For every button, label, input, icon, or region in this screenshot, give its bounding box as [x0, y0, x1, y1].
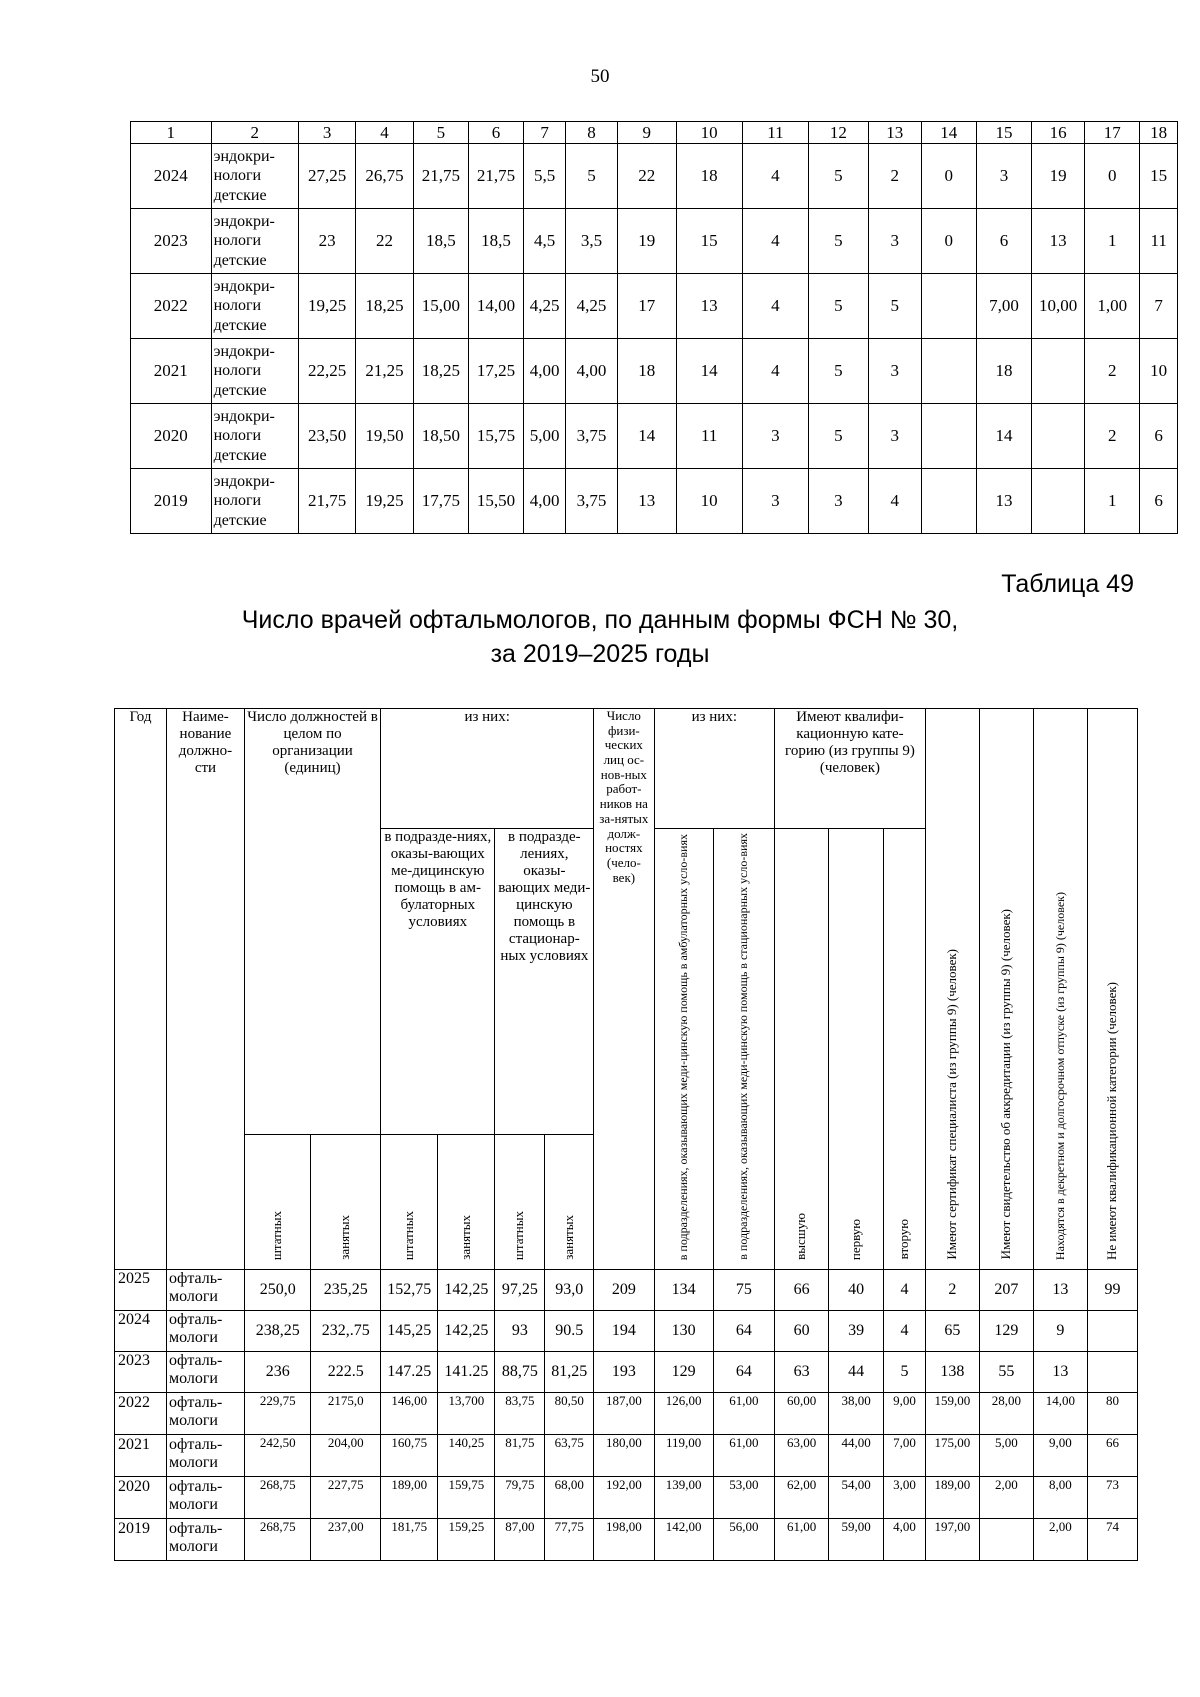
value-cell: 6 — [1140, 404, 1178, 469]
value-cell: 268,75 — [244, 1476, 311, 1518]
value-cell: 17,75 — [413, 469, 468, 534]
year-cell: 2023 — [115, 1351, 167, 1392]
value-cell: 141.25 — [438, 1351, 495, 1392]
value-cell: 93 — [495, 1310, 545, 1351]
value-cell: 61,00 — [775, 1518, 829, 1560]
value-cell: 5 — [809, 209, 869, 274]
table-label: Таблица 49 — [1001, 570, 1134, 598]
value-cell: 3 — [868, 209, 921, 274]
value-cell: 3,75 — [566, 469, 618, 534]
value-cell: 18,25 — [356, 274, 413, 339]
column-number: 4 — [356, 122, 413, 144]
value-cell: 21,75 — [298, 469, 355, 534]
value-cell: 0 — [921, 209, 976, 274]
value-cell: 159,75 — [438, 1476, 495, 1518]
header-staff: штатных — [381, 1134, 438, 1269]
position-name-cell: офталь-мологи — [166, 1310, 244, 1351]
value-cell: 8,00 — [1033, 1476, 1087, 1518]
value-cell: 15 — [676, 209, 742, 274]
position-name-cell: офталь-мологи — [166, 1518, 244, 1560]
value-cell: 77,75 — [545, 1518, 594, 1560]
value-cell: 3 — [809, 469, 869, 534]
value-cell: 64 — [713, 1351, 774, 1392]
value-cell: 68,00 — [545, 1476, 594, 1518]
value-cell: 7,00 — [976, 274, 1031, 339]
value-cell: 18,5 — [413, 209, 468, 274]
value-cell: 19,25 — [356, 469, 413, 534]
value-cell: 4,00 — [524, 339, 566, 404]
header-occupied: занятых — [311, 1134, 381, 1269]
value-cell: 74 — [1087, 1518, 1137, 1560]
value-cell: 18 — [976, 339, 1031, 404]
year-cell: 2022 — [131, 274, 212, 339]
column-number: 12 — [809, 122, 869, 144]
position-name-cell: эндокри-нологи детские — [211, 209, 298, 274]
value-cell: 126,00 — [654, 1392, 713, 1434]
value-cell: 19 — [1032, 144, 1085, 209]
value-cell: 204,00 — [311, 1434, 381, 1476]
value-cell: 4,00 — [566, 339, 618, 404]
value-cell: 19,25 — [298, 274, 355, 339]
value-cell: 3 — [868, 339, 921, 404]
value-cell: 7 — [1140, 274, 1178, 339]
value-cell: 14,00 — [468, 274, 523, 339]
table-row — [115, 1269, 1138, 1310]
value-cell: 73 — [1087, 1476, 1137, 1518]
value-cell: 23 — [298, 209, 355, 274]
column-number: 6 — [468, 122, 523, 144]
value-cell: 5 — [884, 1351, 926, 1392]
column-number: 3 — [298, 122, 355, 144]
value-cell: 142,00 — [654, 1518, 713, 1560]
value-cell: 189,00 — [925, 1476, 979, 1518]
position-name-cell: эндокри-нологи детские — [211, 404, 298, 469]
value-cell: 1 — [1085, 469, 1140, 534]
value-cell: 3 — [742, 469, 808, 534]
position-name-cell: офталь-мологи — [166, 1434, 244, 1476]
header-name: Наиме-нование должно-сти — [166, 709, 244, 1270]
value-cell: 146,00 — [381, 1392, 438, 1434]
value-cell: 19 — [618, 209, 677, 274]
value-cell: 2 — [868, 144, 921, 209]
value-cell: 13 — [1033, 1351, 1087, 1392]
value-cell: 2 — [1085, 404, 1140, 469]
value-cell — [1032, 404, 1085, 469]
value-cell: 14 — [976, 404, 1031, 469]
value-cell: 159,00 — [925, 1392, 979, 1434]
header-second: вторую — [884, 829, 926, 1270]
column-number: 18 — [1140, 122, 1178, 144]
value-cell: 13 — [976, 469, 1031, 534]
value-cell: 88,75 — [495, 1351, 545, 1392]
header-of-them: из них: — [381, 709, 594, 829]
value-cell: 63,00 — [775, 1434, 829, 1476]
value-cell: 142,25 — [438, 1310, 495, 1351]
value-cell: 13 — [676, 274, 742, 339]
value-cell: 97,25 — [495, 1269, 545, 1310]
value-cell: 99 — [1087, 1269, 1137, 1310]
table-header-row — [131, 122, 1178, 144]
value-cell: 66 — [775, 1269, 829, 1310]
value-cell: 4,5 — [524, 209, 566, 274]
value-cell: 3 — [976, 144, 1031, 209]
position-name-cell: офталь-мологи — [166, 1392, 244, 1434]
table-row — [115, 1310, 1138, 1351]
value-cell: 5,00 — [524, 404, 566, 469]
value-cell — [1032, 469, 1085, 534]
value-cell: 14 — [618, 404, 677, 469]
column-number: 11 — [742, 122, 808, 144]
value-cell: 15,50 — [468, 469, 523, 534]
value-cell: 10,00 — [1032, 274, 1085, 339]
value-cell: 222.5 — [311, 1351, 381, 1392]
value-cell: 66 — [1087, 1434, 1137, 1476]
column-number: 15 — [976, 122, 1031, 144]
value-cell: 18,50 — [413, 404, 468, 469]
value-cell: 1 — [1085, 209, 1140, 274]
value-cell: 22 — [618, 144, 677, 209]
value-cell: 14,00 — [1033, 1392, 1087, 1434]
value-cell — [1087, 1351, 1137, 1392]
value-cell: 6 — [976, 209, 1031, 274]
value-cell: 119,00 — [654, 1434, 713, 1476]
value-cell: 2 — [1085, 339, 1140, 404]
value-cell: 5 — [809, 274, 869, 339]
value-cell: 138 — [925, 1351, 979, 1392]
value-cell: 15,00 — [413, 274, 468, 339]
value-cell: 80 — [1087, 1392, 1137, 1434]
value-cell: 19,50 — [356, 404, 413, 469]
header-accreditation: Имеют свидетельство об аккредитации (из группы 9) (человек) — [979, 709, 1033, 1270]
value-cell: 229,75 — [244, 1392, 311, 1434]
value-cell: 250,0 — [244, 1269, 311, 1310]
value-cell: 53,00 — [713, 1476, 774, 1518]
table-row — [131, 404, 1178, 469]
value-cell: 192,00 — [594, 1476, 654, 1518]
position-name-cell: офталь-мологи — [166, 1269, 244, 1310]
table-row — [131, 469, 1178, 534]
year-cell: 2025 — [115, 1269, 167, 1310]
table-row — [131, 144, 1178, 209]
value-cell: 5 — [809, 339, 869, 404]
value-cell: 15 — [1140, 144, 1178, 209]
table-row — [131, 339, 1178, 404]
header-first: первую — [829, 829, 884, 1270]
table-row — [131, 209, 1178, 274]
position-name-cell: эндокри-нологи детские — [211, 274, 298, 339]
value-cell: 21,25 — [356, 339, 413, 404]
column-number: 1 — [131, 122, 212, 144]
value-cell: 237,00 — [311, 1518, 381, 1560]
value-cell: 0 — [921, 144, 976, 209]
value-cell: 9 — [1033, 1310, 1087, 1351]
column-number: 17 — [1085, 122, 1140, 144]
value-cell: 194 — [594, 1310, 654, 1351]
value-cell: 140,25 — [438, 1434, 495, 1476]
value-cell: 15,75 — [468, 404, 523, 469]
table-title-line2: за 2019–2025 годы — [490, 639, 710, 668]
value-cell — [921, 339, 976, 404]
year-cell: 2020 — [131, 404, 212, 469]
header-stationary: в подразде-лениях, оказы-вающих меди-цинскую помощь в стационар-ных условиях — [495, 829, 594, 1135]
value-cell: 13,700 — [438, 1392, 495, 1434]
value-cell — [921, 469, 976, 534]
value-cell: 3 — [868, 404, 921, 469]
value-cell: 152,75 — [381, 1269, 438, 1310]
header-in-ambulatory: в подразделениях, оказывающих меди-цинскую помощь в амбулаторных усло-виях — [654, 829, 713, 1270]
value-cell: 3,5 — [566, 209, 618, 274]
value-cell: 63,75 — [545, 1434, 594, 1476]
value-cell: 22,25 — [298, 339, 355, 404]
value-cell: 17 — [618, 274, 677, 339]
value-cell: 13 — [1033, 1269, 1087, 1310]
header-occupied: занятых — [438, 1134, 495, 1269]
table-title-line1: Число врачей офтальмологов, по данным формы ФСН № 30, — [241, 606, 959, 634]
value-cell: 5,5 — [524, 144, 566, 209]
value-cell: 198,00 — [594, 1518, 654, 1560]
table-48-continuation — [130, 121, 1178, 534]
header-in-stationary: в подразделениях, оказывающих меди-цинскую помощь в стационарных усло-виях — [713, 829, 774, 1270]
year-cell: 2020 — [115, 1476, 167, 1518]
value-cell: 93,0 — [545, 1269, 594, 1310]
value-cell: 4,00 — [884, 1518, 926, 1560]
year-cell: 2024 — [131, 144, 212, 209]
table-row — [115, 1518, 1138, 1560]
column-number: 5 — [413, 122, 468, 144]
column-number: 8 — [566, 122, 618, 144]
value-cell: 189,00 — [381, 1476, 438, 1518]
position-name-cell: эндокри-нологи детские — [211, 144, 298, 209]
column-number: 10 — [676, 122, 742, 144]
value-cell: 38,00 — [829, 1392, 884, 1434]
value-cell: 145,25 — [381, 1310, 438, 1351]
value-cell: 21,75 — [413, 144, 468, 209]
value-cell — [921, 404, 976, 469]
year-cell: 2024 — [115, 1310, 167, 1351]
value-cell: 227,75 — [311, 1476, 381, 1518]
value-cell: 238,25 — [244, 1310, 311, 1351]
value-cell: 181,75 — [381, 1518, 438, 1560]
value-cell: 4 — [742, 209, 808, 274]
position-name-cell: эндокри-нологи детские — [211, 469, 298, 534]
value-cell: 54,00 — [829, 1476, 884, 1518]
value-cell: 62,00 — [775, 1476, 829, 1518]
value-cell: 18,5 — [468, 209, 523, 274]
value-cell: 79,75 — [495, 1476, 545, 1518]
header-of-them-2: из них: — [654, 709, 775, 829]
value-cell: 11 — [1140, 209, 1178, 274]
header-occupied: занятых — [545, 1134, 594, 1269]
year-cell: 2022 — [115, 1392, 167, 1434]
value-cell: 3 — [742, 404, 808, 469]
value-cell: 232,.75 — [311, 1310, 381, 1351]
value-cell: 5 — [868, 274, 921, 339]
position-name-cell: офталь-мологи — [166, 1351, 244, 1392]
value-cell: 2 — [925, 1269, 979, 1310]
value-cell: 147.25 — [381, 1351, 438, 1392]
value-cell: 268,75 — [244, 1518, 311, 1560]
value-cell: 56,00 — [713, 1518, 774, 1560]
value-cell: 61,00 — [713, 1434, 774, 1476]
value-cell: 64 — [713, 1310, 774, 1351]
value-cell — [921, 274, 976, 339]
value-cell: 0 — [1085, 144, 1140, 209]
year-cell: 2023 — [131, 209, 212, 274]
header-staff: штатных — [244, 1134, 311, 1269]
value-cell: 4,00 — [524, 469, 566, 534]
value-cell — [1087, 1310, 1137, 1351]
value-cell: 4,25 — [566, 274, 618, 339]
value-cell: 44,00 — [829, 1434, 884, 1476]
header-ambulatory: в подразде-ниях, оказы-вающих ме-дицинскую помощь в ам-булаторных условиях — [381, 829, 495, 1135]
value-cell: 187,00 — [594, 1392, 654, 1434]
value-cell: 18 — [676, 144, 742, 209]
column-number: 2 — [211, 122, 298, 144]
value-cell: 9,00 — [884, 1392, 926, 1434]
value-cell: 142,25 — [438, 1269, 495, 1310]
value-cell: 3,75 — [566, 404, 618, 469]
value-cell: 59,00 — [829, 1518, 884, 1560]
value-cell: 175,00 — [925, 1434, 979, 1476]
page-number: 50 — [590, 66, 610, 87]
value-cell: 28,00 — [979, 1392, 1033, 1434]
value-cell: 4 — [884, 1269, 926, 1310]
value-cell — [979, 1518, 1033, 1560]
header-highest: высшую — [775, 829, 829, 1270]
value-cell: 5,00 — [979, 1434, 1033, 1476]
value-cell: 207 — [979, 1269, 1033, 1310]
header-maternity: Находятся в декретном и долгосрочном отпуске (из группы 9) (человек) — [1033, 709, 1087, 1270]
table-title — [0, 604, 1200, 671]
header-no-category: Не имеют квалификационной категории (человек) — [1087, 709, 1137, 1270]
value-cell: 235,25 — [311, 1269, 381, 1310]
position-name-cell: эндокри-нологи детские — [211, 339, 298, 404]
table-row — [131, 274, 1178, 339]
value-cell: 129 — [654, 1351, 713, 1392]
value-cell: 4 — [742, 339, 808, 404]
value-cell: 4 — [868, 469, 921, 534]
value-cell: 55 — [979, 1351, 1033, 1392]
header-certificate: Имеют сертификат специалиста (из группы 9) (человек) — [925, 709, 979, 1270]
value-cell: 23,50 — [298, 404, 355, 469]
value-cell: 193 — [594, 1351, 654, 1392]
value-cell: 65 — [925, 1310, 979, 1351]
value-cell — [1032, 339, 1085, 404]
value-cell: 160,75 — [381, 1434, 438, 1476]
header-physical-persons: Число физи-ческих лиц ос-нов-ных работ-ников на за-нятых долж-ностях (чело-век) — [594, 709, 654, 1270]
value-cell: 4 — [742, 274, 808, 339]
value-cell: 18,25 — [413, 339, 468, 404]
value-cell: 81,75 — [495, 1434, 545, 1476]
header-qualification: Имеют квалифи-кационную кате-горию (из группы 9) (человек) — [775, 709, 926, 829]
header-year: Год — [115, 709, 167, 1270]
column-number: 14 — [921, 122, 976, 144]
value-cell: 60 — [775, 1310, 829, 1351]
header-positions-total: Число должностей в целом по организации (единиц) — [244, 709, 380, 1135]
value-cell: 80,50 — [545, 1392, 594, 1434]
value-cell: 2,00 — [979, 1476, 1033, 1518]
value-cell: 90.5 — [545, 1310, 594, 1351]
value-cell: 4,25 — [524, 274, 566, 339]
value-cell: 60,00 — [775, 1392, 829, 1434]
value-cell: 75 — [713, 1269, 774, 1310]
value-cell: 2175,0 — [311, 1392, 381, 1434]
value-cell: 63 — [775, 1351, 829, 1392]
value-cell: 44 — [829, 1351, 884, 1392]
value-cell: 1,00 — [1085, 274, 1140, 339]
value-cell: 134 — [654, 1269, 713, 1310]
value-cell: 18 — [618, 339, 677, 404]
year-cell: 2019 — [131, 469, 212, 534]
value-cell: 21,75 — [468, 144, 523, 209]
value-cell: 5 — [809, 144, 869, 209]
year-cell: 2021 — [115, 1434, 167, 1476]
value-cell: 14 — [676, 339, 742, 404]
year-cell: 2019 — [115, 1518, 167, 1560]
value-cell: 27,25 — [298, 144, 355, 209]
value-cell: 26,75 — [356, 144, 413, 209]
value-cell: 242,50 — [244, 1434, 311, 1476]
value-cell: 7,00 — [884, 1434, 926, 1476]
value-cell: 10 — [1140, 339, 1178, 404]
value-cell: 5 — [809, 404, 869, 469]
value-cell: 236 — [244, 1351, 311, 1392]
value-cell: 139,00 — [654, 1476, 713, 1518]
value-cell: 5 — [566, 144, 618, 209]
value-cell: 129 — [979, 1310, 1033, 1351]
value-cell: 22 — [356, 209, 413, 274]
column-number: 9 — [618, 122, 677, 144]
value-cell: 159,25 — [438, 1518, 495, 1560]
table-row — [115, 1476, 1138, 1518]
value-cell: 40 — [829, 1269, 884, 1310]
table-49 — [114, 708, 1138, 1561]
column-number: 13 — [868, 122, 921, 144]
value-cell: 13 — [618, 469, 677, 534]
value-cell: 197,00 — [925, 1518, 979, 1560]
value-cell: 17,25 — [468, 339, 523, 404]
value-cell: 39 — [829, 1310, 884, 1351]
value-cell: 180,00 — [594, 1434, 654, 1476]
value-cell: 2,00 — [1033, 1518, 1087, 1560]
value-cell: 4 — [742, 144, 808, 209]
value-cell: 6 — [1140, 469, 1178, 534]
value-cell: 61,00 — [713, 1392, 774, 1434]
table-row — [115, 1351, 1138, 1392]
column-number: 7 — [524, 122, 566, 144]
value-cell: 3,00 — [884, 1476, 926, 1518]
column-number: 16 — [1032, 122, 1085, 144]
position-name-cell: офталь-мологи — [166, 1476, 244, 1518]
value-cell: 83,75 — [495, 1392, 545, 1434]
value-cell: 9,00 — [1033, 1434, 1087, 1476]
value-cell: 209 — [594, 1269, 654, 1310]
value-cell: 4 — [884, 1310, 926, 1351]
value-cell: 10 — [676, 469, 742, 534]
value-cell: 130 — [654, 1310, 713, 1351]
value-cell: 13 — [1032, 209, 1085, 274]
value-cell: 11 — [676, 404, 742, 469]
year-cell: 2021 — [131, 339, 212, 404]
value-cell: 87,00 — [495, 1518, 545, 1560]
header-staff: штатных — [495, 1134, 545, 1269]
table-row — [115, 1392, 1138, 1434]
table-row — [115, 1434, 1138, 1476]
value-cell: 81,25 — [545, 1351, 594, 1392]
